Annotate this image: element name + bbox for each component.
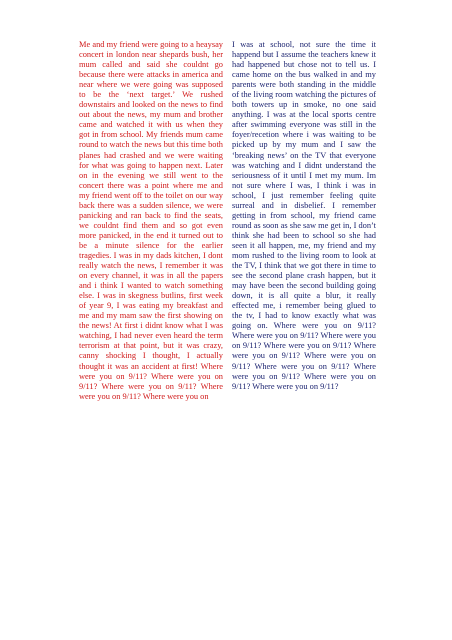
left-column bbox=[79, 40, 223, 402]
right-column-text: I was at school, not sure the time it happend but I assume the teachers knew it had happened but chose not to tell us. I came home on the bus walked in and my parents were both standing in the middle of the living room watching the pictures of both towers up in smoke, no one said anything. I was at the local sports centre after swimming everyone was still in the foyer/recetion where i was waiting to be picked up by my mum and I saw the ‘breaking news’ on the TV that everyone was watching and I didnt understand the seriousness of it until I met my mum. Im not sure where I was, I think i was in school, I just remember feeling quite surreal and in disbelief. I remember getting in from school, my friend came round as soon as she saw me get in, I don’t think she had been to school so she had seen it all happen, me, my friend and my mom rushed to the living room to look at the TV, I think that we got there in time to see the second plane crash happen, but it may have been the second building going down, it is all quite a blur, it really effected me, i remember being glued to the tv, I had to know exactly what was going on. Where were you on 9/11? Where were you on 9/11? Where were you on 9/11? Where were you on 9/11? Where were you on 9/11? Where were you on 9/11? Where were you on 9/11? Where were you on 9/11? Where were you on 9/11? Where were you on 9/11? bbox=[232, 40, 376, 391]
right-column bbox=[232, 40, 376, 392]
left-column-text: Me and my friend were going to a heaysay concert in london near shepards bush, her mum called and said she couldnt go because there were attacks in america and near where we were going was supposed to be the ‘next target.’ We rushed downstairs and looked on the news to find out about the news, my mum and brother came and watched it with us when they got in from school. My friends mum came round to watch the news but this time both planes had crashed and we were waiting for what was going to happen next. Later on in the evening we still went to the concert there was a point where me and my friend went off to the toilet on our way back there was a sudden silence, we were panicking and ran back to find the seats, we couldnt find them and so got even more panicked, in the end it turned out to be a minute silence for the earlier tragedies. I was in my dads kitchen, I dont really watch the news, I remember it was on every channel, it was in all the papers and i think I wanted to watch something else. I was in skegness butlins, first week of year 9, I was eating my breakfast and me and my mam saw the first showing on the news! At first i didnt know what I was watching, I had never even heard the term terrorism at that point, but it was crazy, canny shocking I thought, I actually thought it was an accident at first! Where were you on 9/11? Where were you on 9/11? Where were you on 9/11? Where were you on 9/11? Where were you on bbox=[79, 40, 223, 401]
